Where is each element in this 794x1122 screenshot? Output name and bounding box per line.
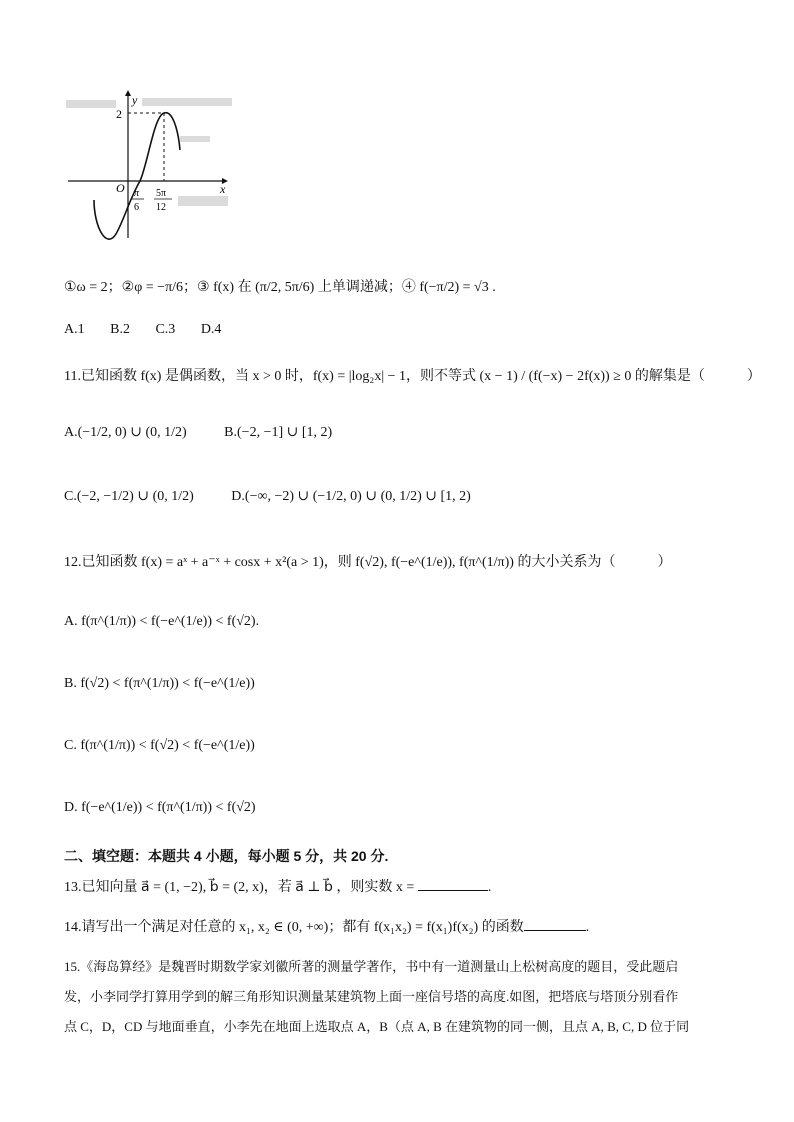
q12-option-d: D. f(−e^(1/e)) < f(π^(1/π)) < f(√2) [64, 800, 256, 815]
y-axis-arrow [125, 90, 131, 96]
q12-option-c: C. f(π^(1/π)) < f(√2) < f(−e^(1/e)) [64, 738, 255, 753]
q11-option-b: B.(−2, −1] ∪ [1, 2) [224, 425, 333, 440]
q10-option-c: C.3 [155, 322, 176, 337]
q10-option-d: D.4 [200, 322, 222, 337]
q15-line-3: 点 C，D，CD 与地面垂直，小李先在地面上选取点 A，B（点 A, B 在建筑物的同一侧，且点 A, B, C, D 位于同 [64, 1019, 690, 1034]
sine-curve [94, 113, 180, 239]
q11-option-c: C.(−2, −1/2) ∪ (0, 1/2) [64, 489, 194, 504]
q12-option-b: B. f(√2) < f(π^(1/π)) < f(−e^(1/e)) [64, 676, 255, 691]
section2-heading: 二、填空题：本题共 4 小题，每小题 5 分，共 20 分. [64, 848, 389, 864]
origin-label: O [116, 181, 125, 195]
q11-options-row-1 [64, 424, 332, 441]
x-axis-label: x [220, 182, 226, 196]
q11-options-row-2 [64, 488, 471, 505]
q10-option-a: A.1 [64, 322, 85, 337]
q13 [64, 876, 491, 896]
q15-line-1: 15.《海岛算经》是魏晋时期数学家刘徽所著的测量学著作，书中有一道测量山上松树高度的题目，受此题启 [64, 959, 679, 974]
x-tick-5pi-over-12-den: 12 [156, 202, 166, 213]
q10-options [64, 322, 221, 338]
y-axis-label: y [132, 93, 138, 107]
q14-end: . [585, 920, 590, 935]
q11-option-a: A.(−1/2, 0) ∪ (0, 1/2) [64, 425, 187, 440]
sine-graph-figure [60, 88, 240, 248]
q11-stem-text: 11.已知函数 f(x) 是偶函数，当 x > 0 时，f(x) = |log₂x| − 1，则不等式 (x − 1) / (f(−x) − 2f(x)) ≥ 0 的解集是（ [64, 369, 705, 384]
q13-text: 13.已知向量 a⃗ = (1, −2), b⃗ = (2, x)，若 a⃗ ⊥ b⃗ ，则实数 x = [64, 880, 415, 895]
q12-option-a: A. f(π^(1/π)) < f(−e^(1/e)) < f(√2). [64, 614, 260, 629]
q13-end: . [487, 880, 492, 895]
q14 [64, 916, 589, 936]
q10-statements: ①ω = 2；②φ = −π/6；③ f(x) 在 (π/2, 5π/6) 上单调递减；④ f(−π/2) = √3 . [64, 280, 496, 295]
q13-answer-blank[interactable] [418, 878, 488, 891]
q10-option-b: B.2 [110, 322, 130, 337]
q15-line-2: 发，小李同学打算用学到的解三角形知识测量某建筑物上面一座信号塔的高度.如图，把塔底与塔顶分别看作 [64, 989, 679, 1004]
x-tick-pi-over-6-den: 6 [134, 202, 139, 213]
q14-answer-blank[interactable] [524, 918, 586, 931]
q12-stem-text: 12.已知函数 f(x) = aˣ + a⁻ˣ + cosx + x²(a > 1)，则 f(√2), f(−e^(1/e)), f(π^(1/π)) 的大小关系为（ [64, 555, 616, 570]
y-tick-2: 2 [116, 107, 122, 121]
q11-option-d: D.(−∞, −2) ∪ (−1/2, 0) ∪ (0, 1/2) ∪ [1, 2) [231, 489, 471, 504]
q14-text: 14.请写出一个满足对任意的 x₁, x₂ ∈ (0, +∞)；都有 f(x₁x₂) = f(x₁)f(x₂) 的函数 [64, 920, 524, 935]
q12-stem-close: ） [657, 555, 672, 570]
q11-stem-close: ） [746, 369, 761, 384]
x-tick-5pi-over-12-num: 5π [156, 188, 167, 199]
q12-stem [64, 551, 671, 571]
q11-stem [64, 365, 761, 385]
x-tick-pi-over-6-num: π [134, 188, 140, 199]
